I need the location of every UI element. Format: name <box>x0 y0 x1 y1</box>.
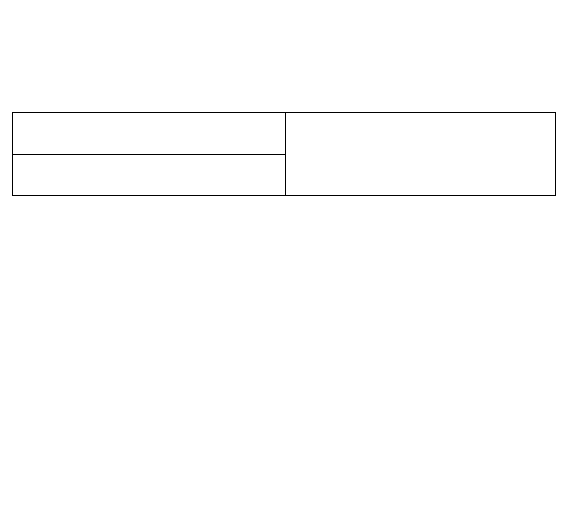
question-4-options <box>17 396 557 414</box>
question-3b-options <box>17 344 557 362</box>
apple-row-bottom <box>286 154 555 186</box>
apple-picture-cell <box>286 113 556 196</box>
question-1a-cell <box>13 113 286 155</box>
question-3-options <box>17 274 557 292</box>
question-5-options <box>17 447 557 465</box>
apple-row-top <box>286 117 555 149</box>
question-2-options <box>17 224 557 242</box>
question-1-table <box>12 112 556 196</box>
question-1b-cell <box>13 154 286 196</box>
